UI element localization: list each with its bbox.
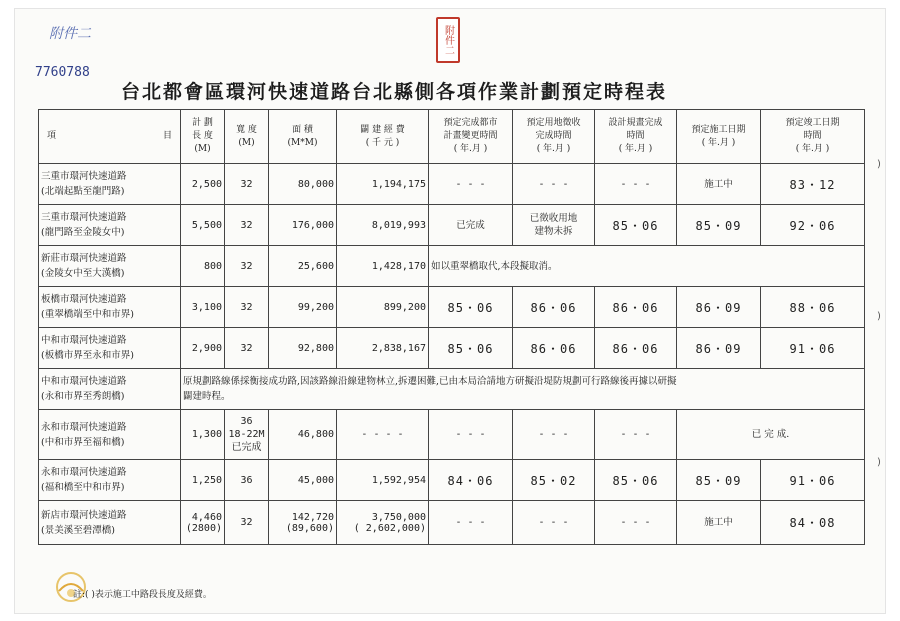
- cost-cell: 1,592,954: [337, 460, 429, 501]
- header-land: 預定用地徵收 完成時間 ( 年.月 ): [513, 110, 595, 164]
- table-row: [39, 369, 865, 410]
- finish-cell: 91・06: [761, 460, 865, 501]
- header-plan-change: 預定完成都市 計畫變更時間 ( 年.月 ): [429, 110, 513, 164]
- land-cell: 86・06: [513, 287, 595, 328]
- punch-hole-icon: ): [877, 457, 881, 468]
- land-cell: - - -: [513, 501, 595, 545]
- table-row: [39, 410, 865, 460]
- width-cell: 36: [225, 460, 269, 501]
- finish-cell: 91・06: [761, 328, 865, 369]
- table-row: [39, 328, 865, 369]
- header-start: 預定施工日期 ( 年.月 ): [677, 110, 761, 164]
- punch-hole-icon: ): [877, 159, 881, 170]
- design-cell: - - -: [595, 164, 677, 205]
- attachment-stamp: 附件二: [436, 17, 460, 63]
- row-note: 如以重翠橋取代,本段擬取消。: [429, 246, 865, 287]
- length-cell: 1,250: [181, 460, 225, 501]
- start-cell: 85・09: [677, 460, 761, 501]
- table-row: [39, 164, 865, 205]
- area-cell: 25,600: [269, 246, 337, 287]
- item-cell: 新莊市環河快速道路 (金陵女中至大漢橋): [39, 246, 181, 287]
- design-cell: 86・06: [595, 328, 677, 369]
- cost-cell: 3,750,000 ( 2,602,000): [337, 501, 429, 545]
- handwritten-note: 附件二: [49, 26, 91, 42]
- document-number: 7760788: [35, 65, 90, 80]
- finish-cell: 84・08: [761, 501, 865, 545]
- header-row: [39, 110, 865, 164]
- width-cell: 32: [225, 205, 269, 246]
- table-row: [39, 246, 865, 287]
- area-cell: 176,000: [269, 205, 337, 246]
- start-cell: 85・09: [677, 205, 761, 246]
- header-width: 寬 度 (M): [225, 110, 269, 164]
- area-cell: 45,000: [269, 460, 337, 501]
- length-cell: 800: [181, 246, 225, 287]
- header-design: 設計規畫完成 時間 ( 年.月 ): [595, 110, 677, 164]
- area-cell: 142,720 (89,600): [269, 501, 337, 545]
- header-finish: 預定竣工日期 時間 ( 年.月 ): [761, 110, 865, 164]
- land-cell: - - -: [513, 410, 595, 460]
- width-cell: 36 18-22M 已完成: [225, 410, 269, 460]
- table-row: [39, 287, 865, 328]
- cost-cell: 8,019,993: [337, 205, 429, 246]
- status-cell: 已 完 成.: [677, 410, 865, 460]
- plan-cell: 85・06: [429, 328, 513, 369]
- length-cell: 5,500: [181, 205, 225, 246]
- item-cell: 中和市環河快速道路 (板橋市界至永和市界): [39, 328, 181, 369]
- item-cell: 永和市環河快速道路 (中和市界至福和橋): [39, 410, 181, 460]
- length-cell: 1,300: [181, 410, 225, 460]
- length-cell: 2,500: [181, 164, 225, 205]
- cost-cell: 1,428,170: [337, 246, 429, 287]
- cost-cell: 899,200: [337, 287, 429, 328]
- width-cell: 32: [225, 287, 269, 328]
- area-cell: 80,000: [269, 164, 337, 205]
- cost-cell: 1,194,175: [337, 164, 429, 205]
- start-cell: 86・09: [677, 287, 761, 328]
- plan-cell: - - -: [429, 410, 513, 460]
- plan-cell: 84・06: [429, 460, 513, 501]
- cost-cell: - - - -: [337, 410, 429, 460]
- design-cell: 85・06: [595, 205, 677, 246]
- start-cell: 86・09: [677, 328, 761, 369]
- table-row: [39, 205, 865, 246]
- width-cell: 32: [225, 164, 269, 205]
- schedule-table: [38, 109, 865, 545]
- item-cell: 三重市環河快速道路 (龍門路至金陵女中): [39, 205, 181, 246]
- design-cell: 85・06: [595, 460, 677, 501]
- document-title: 台北都會區環河快速道路台北縣側各項作業計劃預定時程表: [121, 81, 668, 103]
- land-cell: 85・02: [513, 460, 595, 501]
- area-cell: 46,800: [269, 410, 337, 460]
- land-cell: 已徵收用地 建物未拆: [513, 205, 595, 246]
- length-cell: 4,460 (2800): [181, 501, 225, 545]
- item-cell: 三重市環河快速道路 (北端起點至龍門路): [39, 164, 181, 205]
- row-note: 原規劃路線係採衡接成功路,因該路線沿線建物林立,拆遷困難,已由本局洽請地方研擬沿堤防規劃可行路線後再據以研擬 闢建時程。: [181, 369, 865, 410]
- area-cell: 99,200: [269, 287, 337, 328]
- design-cell: 86・06: [595, 287, 677, 328]
- plan-cell: - - -: [429, 164, 513, 205]
- table-row: [39, 460, 865, 501]
- start-cell: 施工中: [677, 164, 761, 205]
- width-cell: 32: [225, 501, 269, 545]
- land-cell: - - -: [513, 164, 595, 205]
- header-item: 項 目: [39, 110, 181, 164]
- design-cell: - - -: [595, 410, 677, 460]
- item-cell: 板橋市環河快速道路 (重翠橋端至中和市界): [39, 287, 181, 328]
- document-page: [14, 8, 886, 614]
- land-cell: 86・06: [513, 328, 595, 369]
- header-length: 計 劃 長 度 (M): [181, 110, 225, 164]
- header-area: 面 積 (M*M): [269, 110, 337, 164]
- cost-cell: 2,838,167: [337, 328, 429, 369]
- plan-cell: 85・06: [429, 287, 513, 328]
- punch-hole-icon: ): [877, 311, 881, 322]
- area-cell: 92,800: [269, 328, 337, 369]
- header-cost: 闢 建 經 費 ( 千 元 ): [337, 110, 429, 164]
- length-cell: 2,900: [181, 328, 225, 369]
- start-cell: 施工中: [677, 501, 761, 545]
- table-row: [39, 501, 865, 545]
- finish-cell: 88・06: [761, 287, 865, 328]
- length-cell: 3,100: [181, 287, 225, 328]
- item-cell: 新店市環河快速道路 (景美溪至碧潭橋): [39, 501, 181, 545]
- item-cell: 永和市環河快速道路 (福和橋至中和市界): [39, 460, 181, 501]
- finish-cell: 83・12: [761, 164, 865, 205]
- plan-cell: - - -: [429, 501, 513, 545]
- plan-cell: 已完成: [429, 205, 513, 246]
- item-cell: 中和市環河快速道路 (永和市界至秀朗橋): [39, 369, 181, 410]
- width-cell: 32: [225, 246, 269, 287]
- width-cell: 32: [225, 328, 269, 369]
- design-cell: - - -: [595, 501, 677, 545]
- finish-cell: 92・06: [761, 205, 865, 246]
- footnote: 註:( )表示施工中路段長度及經費。: [73, 590, 212, 600]
